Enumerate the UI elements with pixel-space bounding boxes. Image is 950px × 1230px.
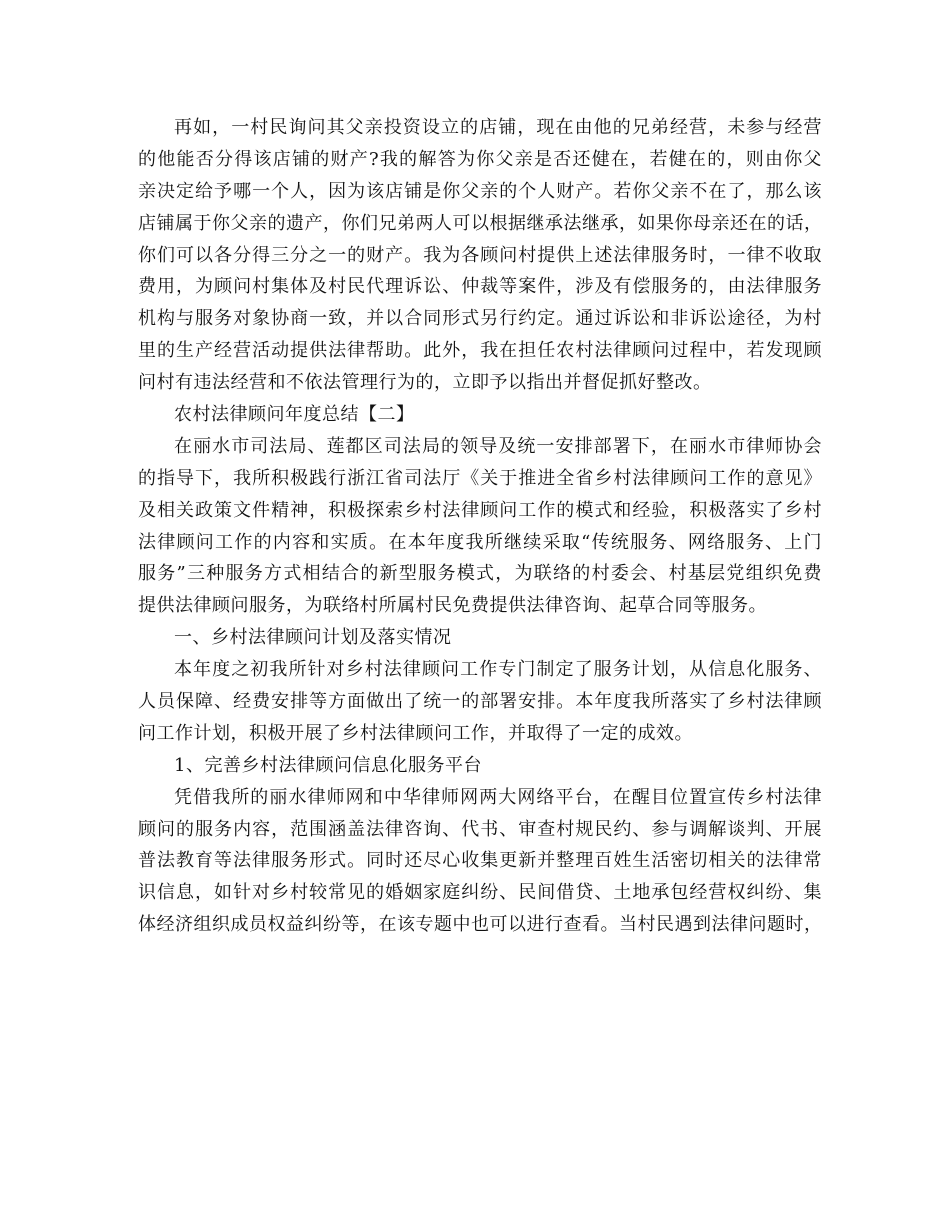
paragraph-line: 及相关政策文件精神，积极探索乡村法律顾问工作的模式和经验，积极落实了乡村 bbox=[138, 499, 822, 521]
paragraph-line: 人员保障、经费安排等方面做出了统一的部署安排。本年度我所落实了乡村法律顾 bbox=[138, 691, 822, 713]
paragraph-line: 再如，一村民询问其父亲投资设立的店铺，现在由他的兄弟经营，未参与经营 bbox=[174, 117, 822, 138]
section-heading: 一、乡村法律顾问计划及落实情况 bbox=[174, 627, 452, 649]
paragraph-line: 体经济组织成员权益纠纷等，在该专题中也可以进行查看。当村民遇到法律问题时， bbox=[138, 914, 823, 936]
paragraph-line: 问工作计划，积极开展了乡村法律顾问工作，并取得了一定的成效。 bbox=[138, 722, 693, 744]
section-heading: 农村法律顾问年度总结【二】 bbox=[174, 404, 415, 426]
paragraph-line: 本年度之初我所针对乡村法律顾问工作专门制定了服务计划，从信息化服务、 bbox=[174, 659, 822, 681]
paragraph-line: 识信息，如针对乡村较常见的婚姻家庭纠纷、民间借贷、土地承包经营权纠纷、集 bbox=[138, 882, 822, 904]
paragraph-line: 普法教育等法律服务形式。同时还尽心收集更新并整理百姓生活密切相关的法律常 bbox=[138, 850, 822, 872]
paragraph-line: 服务”三种服务方式相结合的新型服务模式，为联络的村委会、村基层党组织免费 bbox=[138, 563, 822, 585]
paragraph-line: 法律顾问工作的内容和实质。在本年度我所继续采取“传统服务、网络服务、上门 bbox=[138, 531, 822, 553]
paragraph-line: 店铺属于你父亲的遗产，你们兄弟两人可以根据继承法继承，如果你母亲还在的话， bbox=[138, 212, 823, 234]
paragraph-line: 费用，为顾问村集体及村民代理诉讼、仲裁等案件，涉及有偿服务的，由法律服务 bbox=[138, 276, 822, 298]
paragraph-line: 在丽水市司法局、莲都区司法局的领导及统一安排部署下，在丽水市律师协会 bbox=[174, 435, 822, 457]
document-page bbox=[138, 112, 822, 941]
paragraph-line: 的指导下，我所积极践行浙江省司法厅《关于推进全省乡村法律顾问工作的意见》 bbox=[138, 467, 822, 489]
paragraph-line: 顾问的服务内容，范围涵盖法律咨询、代书、审查村规民约、参与调解谈判、开展 bbox=[138, 818, 822, 840]
paragraph-line: 问村有违法经营和不依法管理行为的，立即予以指出并督促抓好整改。 bbox=[138, 372, 712, 394]
paragraph-line: 的他能否分得该店铺的财产?我的解答为你父亲是否还健在，若健在的，则由你父 bbox=[138, 148, 822, 170]
paragraph-line: 凭借我所的丽水律师网和中华律师网两大网络平台，在醒目位置宣传乡村法律 bbox=[174, 786, 822, 808]
paragraph-line: 亲决定给予哪一个人，因为该店铺是你父亲的个人财产。若你父亲不在了，那么该 bbox=[138, 180, 822, 202]
subsection-heading: 1、完善乡村法律顾问信息化服务平台 bbox=[174, 754, 482, 776]
paragraph-line: 提供法律顾问服务，为联络村所属村民免费提供法律咨询、起草合同等服务。 bbox=[138, 595, 767, 617]
paragraph-line: 你们可以各分得三分之一的财产。我为各顾问村提供上述法律服务时，一律不收取 bbox=[138, 244, 822, 266]
paragraph-line: 机构与服务对象协商一致，并以合同形式另行约定。通过诉讼和非诉讼途径，为村 bbox=[138, 308, 822, 330]
paragraph-line: 里的生产经营活动提供法律帮助。此外，我在担任农村法律顾问过程中，若发现顾 bbox=[138, 340, 822, 362]
